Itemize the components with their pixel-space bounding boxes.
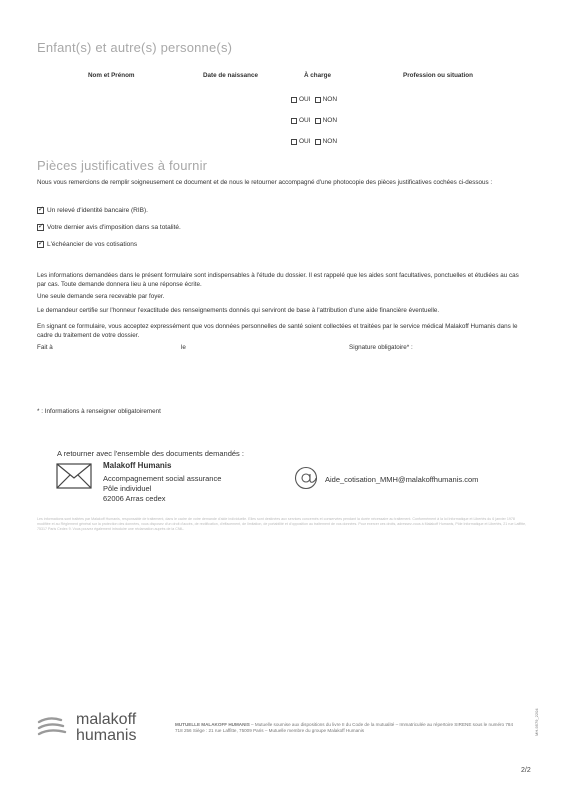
page-number: 2/2	[521, 767, 531, 774]
oui-checkbox[interactable]	[291, 97, 297, 103]
footer-legal-bold: MUTUELLE MALAKOFF HUMANIS	[175, 722, 250, 727]
header-birthdate: Date de naissance	[203, 72, 258, 79]
brand-line2: humanis	[76, 727, 137, 744]
document-reference: MH-9579_2204	[534, 708, 539, 736]
notice-consent: En signant ce formulaire, vous acceptez expressément que vos données personnelles de santé soient collectées et traitées par le service médical Malakoff Humanis dans le cadre du traitement de votre dossier.	[37, 323, 518, 340]
return-org: Malakoff Humanis	[103, 461, 172, 470]
envelope-icon	[56, 463, 92, 494]
notice-certification: Le demandeur certifie sur l'honneur l'exactitude des renseignements donnés qui serviront de base à l'attribution d'une aide financière éventuelle.	[37, 307, 440, 314]
section-title-documents: Pièces justificatives à fournir	[37, 158, 208, 173]
non-checkbox[interactable]	[315, 118, 321, 124]
document-item-schedule	[37, 241, 137, 248]
oui-label: OUI	[299, 96, 311, 103]
non-label: NON	[322, 117, 338, 124]
return-line1: Accompagnement social assurance	[103, 474, 222, 483]
footer-legal-text: – Mutuelle soumise aux dispositions du livre II du Code de la mutualité – Immatriculée au répertoire SIRENE sous le numéro 784 718 256 Siège : 21 rue Laffitte, 75009 Paris – Mutuelle membre du groupe Malakoff Humanis	[175, 722, 514, 734]
checked-checkbox-icon[interactable]	[37, 207, 44, 214]
fait-a-label: Fait à	[37, 344, 53, 351]
documents-intro: Nous vous remercions de remplir soigneusement ce document et de nous le retourner accompagné d'une photocopie des pièces justificatives cochées ci-dessous :	[37, 179, 493, 186]
document-item-tax	[37, 224, 181, 231]
oui-checkbox[interactable]	[291, 139, 297, 145]
header-dependent: À charge	[304, 72, 331, 79]
non-label: NON	[322, 96, 338, 103]
notice-single-request: Une seule demande sera recevable par foyer.	[37, 293, 165, 300]
malakoff-humanis-logo	[37, 714, 75, 745]
document-label: Un relevé d'identité bancaire (RIB).	[47, 207, 148, 214]
oui-label: OUI	[299, 138, 311, 145]
notice-paragraph: Les informations demandées dans le présent formulaire sont indispensables à l'étude du dossier. Il est rappelé que les aides sont facultatives, ponctuelles et étudiées au cas par cas. Toute demande donnera lieu à une réponse écrite.	[37, 272, 519, 289]
document-item-rib	[37, 207, 148, 214]
section-title-children: Enfant(s) et autre(s) personne(s)	[37, 40, 233, 55]
signature-label: Signature obligatoire* :	[349, 344, 413, 351]
required-note: * : Informations à renseigner obligatoirement	[37, 408, 161, 415]
checked-checkbox-icon[interactable]	[37, 241, 44, 248]
checked-checkbox-icon[interactable]	[37, 224, 44, 231]
dependent-choice-row	[291, 138, 341, 145]
return-email[interactable]: Aide_cotisation_MMH@malakoffhumanis.com	[325, 475, 479, 484]
header-name: Nom et Prénom	[88, 72, 135, 79]
footer-legal	[175, 722, 520, 734]
oui-label: OUI	[299, 117, 311, 124]
header-profession: Profession ou situation	[403, 72, 473, 79]
dependent-choice-row	[291, 117, 341, 124]
document-label: L'échéancier de vos cotisations	[47, 241, 138, 248]
date-label: le	[181, 344, 186, 351]
return-line2: Pôle individuel	[103, 484, 152, 493]
return-line3: 62006 Arras cedex	[103, 494, 166, 503]
non-checkbox[interactable]	[315, 97, 321, 103]
at-sign-icon	[294, 466, 318, 495]
legal-text: Les informations sont traitées par Malakoff Humanis, responsable de traitement, dans le cadre de votre demande d'aide individuelle. Elles sont destinées aux services concernés et conservées pendant la durée nécessaire au traitement. Conformément à la loi Informatique et Libertés du 6 janvier 1978 modifiée et au Règlement général sur la protection des données, vous disposez d'un droit d'accès, de rectification, d'effacement, de limitation, de portabilité et d'opposition au traitement de vos données. Pour exercer ces droits, adressez-vous à Malakoff Humanis, Pôle Informatique et Libertés, 21 rue Laffitte, 75317 Paris Cedex 9. Vous pouvez également introduire une réclamation auprès de la CNIL.	[37, 517, 527, 532]
non-label: NON	[322, 138, 338, 145]
brand-line1: malakoff	[76, 711, 137, 728]
document-label: Votre dernier avis d'imposition dans sa totalité.	[47, 224, 181, 231]
return-heading: A retourner avec l'ensemble des documents demandés :	[57, 449, 244, 458]
non-checkbox[interactable]	[315, 139, 321, 145]
dependent-choice-row	[291, 96, 341, 103]
oui-checkbox[interactable]	[291, 118, 297, 124]
